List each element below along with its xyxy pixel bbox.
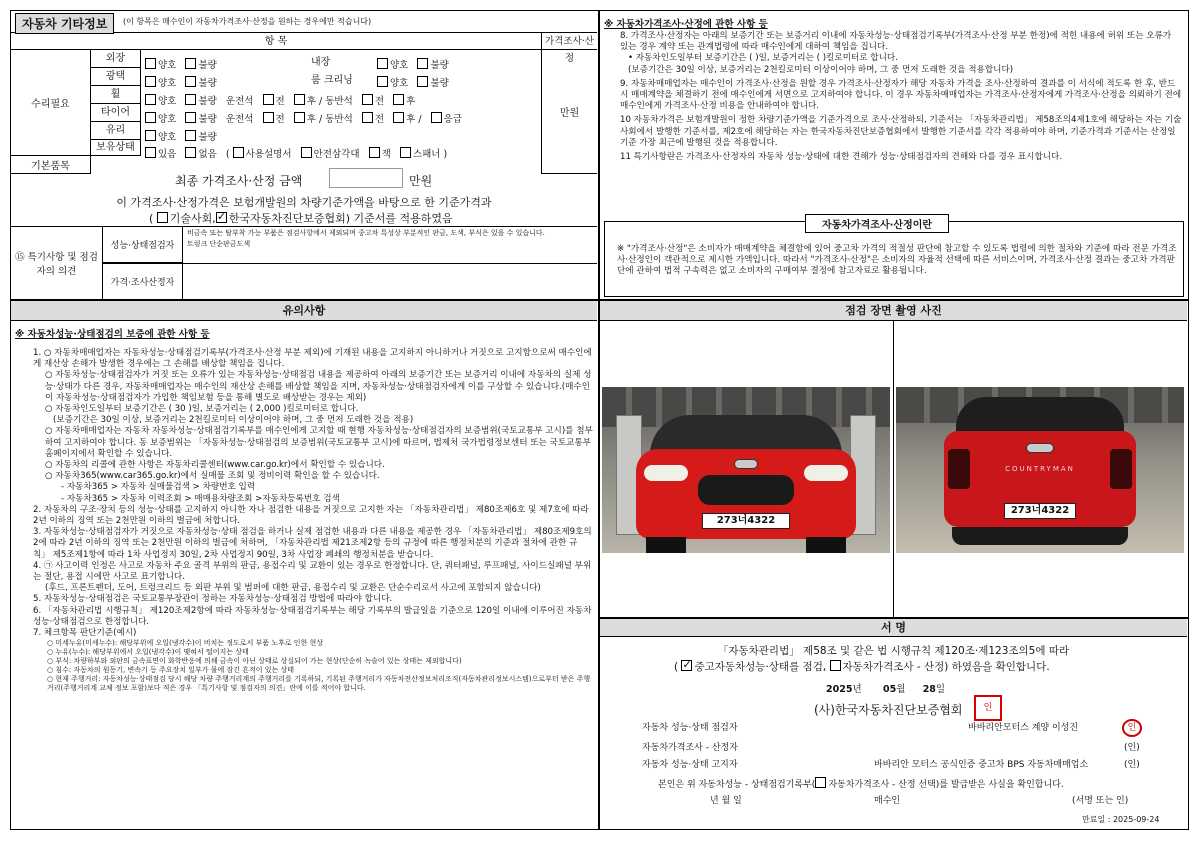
wheel-passenger-front-checkbox[interactable] (362, 94, 373, 105)
price-surveyor-seal: (인) (1124, 743, 1140, 753)
spanner-checkbox[interactable] (400, 147, 411, 158)
notifier-row-value: 바바리안 모터스 공식인증 중고차 BPS 자동차매매업소 (874, 760, 1089, 770)
receipt-price-checkbox[interactable] (815, 777, 826, 788)
section-subtitle: (이 항목은 매수인이 자동차가격조사·산정을 원하는 경우에만 적습니다) (123, 17, 372, 26)
signature-date: 2025년 05월 28일 (826, 684, 946, 695)
exterior-bad-checkbox[interactable] (185, 58, 196, 69)
price-notice-body: 8. 가격조사·산정자는 아래의 보증기간 또는 보증거리 이내에 자동차성능·상태점검기록부(가격조사·산정 부분 한정)에 적힌 내용에 허위 또는 오류가 있는 경우 계약 또는 관계법령에 따라 매수인에게 대하여 책임을 집니다. • 자동차인도일부터 보증기간은 ( )일, 보증거리는 ( )킬로미터로 합니다. (보증기간은 30일 이상, 보증거리는 2천킬로미터 이상이어야 하며, 그 중 먼저 도래한 것을 적용합니다) 9. 자동차매매업자는 매수인이 가격조사·산정을 원할 경우 가격조사·산정자가 해당 자동차 가격을 조사·산정하여 결과를 이 서식에 적도록 한 후, 반드시 매매계약을 체결하기 전에 매수인에게 서면으로 고지하여야 합니다. 이 경우 자동차매매업자는 가격조사·산정자에게 가격조사·산정을 의뢰하기 전에 매수인에게 가격조사·산정 비용을 안내하여야 합니다. 10 자동차가격은 보험개발원이 정한 차량기준가액을 기준가격으로 조사·산정하되, 기준서는 「자동차관리법」 제58조의4제1호에 해당하는 자는 기술사회에서 발행한 기준서를, 제2호에 해당하는 자는 한국자동차진단보증협회에서 발행한 기준서를 각각 적용하여야 하며, 기준가격과 기준서는 산정일 기준 가장 최근에 발행된 것을 적용합니다. 11 특기사항란은 가격조사·산정자의 자동차 성능·상태에 대한 견해가 성능·상태점검자의 견해와 다를 경우 표시합니다. (620, 31, 1182, 163)
glass-good-checkbox[interactable] (145, 130, 156, 141)
row-glass: 유리 (91, 122, 141, 140)
notifier-row-label: 자동차 성능·상태 고지자 (642, 760, 738, 770)
tire-driver-front-checkbox[interactable] (263, 112, 274, 123)
rear-plate: 273너4322 (1004, 503, 1076, 519)
tire-passenger-rear-checkbox[interactable] (393, 112, 404, 123)
basis-line2: ( 기술사회,✓ 한국자동차진단보증협회) 기준서를 적용하였음 (149, 210, 453, 226)
inspector-text: 비금속 또는 탈부착 가능 부품은 점검사항에서 제외되며 중고차 특성상 부분적인 판금, 도색, 부식은 있을 수 있습니다. 트렁크 단순판금도색 (187, 229, 545, 248)
photos-title: 점검 장면 촬영 사진 (600, 301, 1187, 321)
caution-body: 1. ○ 자동차매매업자는 자동차성능·상태점검기록부(가격조사·산정 부분 제외)에 기재된 내용을 고지하지 아니하거나 거짓으로 고지함으로써 매수인에게 재산상 손해가 발생한 경우에는 그 손해를 배상할 책임을 집니다. ○ 자동차성능·상태점검자가 거짓 또는 오류가 있는 자동차성능·상태점검 내용을 제공하여 아래의 보증기간 또는 보증거리 이내에 자동차의 실제 성능·상태가 다른 경우, 자동차매매업자는 매수인의 재산상 손해를 배상할 책임을 지며, 자동차성능·상태점검자에게 이를 구상할 수 있습니다.(매수인이 자동차성능·상태점검자가 가입한 책임보험 등을 통해 별도로 배상받는 경우는 제외) ○ 자동차인도일부터 보증기간은 ( 30 )일, 보증거리는 ( 2,000 )킬로미터로 합니다. (보증기간은 30일 이상, 보증거리는 2천킬로미터 이상이어야 하며, 그 중 먼저 도래한 것을 적용) ○ 자동차매매업자는 자동차 자동차성능·상태점검기록부를 매수인에게 고지할 때 현행 자동차성능·상태점검자의 보증범위(국토교통부 고시)를 첨부하여 고지하여야 합니다. 동 보증범위는 「자동차성능·상태점검의 보증범위(국토교통부 고시)에 따르며, 법제처 국가법령정보센터 또는 국토교통부 홈페이지에서 확인할 수 있습니다. ○ 자동차의 리콜에 관한 사항은 자동차리콜센터(www.car.go.kr)에서 확인할 수 있습니다. ○ 자동차365(www.car365.go.kr)에서 실매물 조회 및 정비이력 확인을 할 수 있습니다. - 자동차365 > 자동차 실매물검색 > 차량번호 입력 - 자동차365 > 자동차 이력조회 > 매매용차량조회 >자동차등록번호 검색 2. 자동차의 구조·장치 등의 성능·상태를 고지하지 아니한 자나 점검한 내용을 거짓으로 고지한 자는 「자동차관리법」 제80조제6호 및 제7호에 따라 2년 이하의 징역 또는 2천만원 이하의 벌금에 처합니다. 3. 자동차성능·상태점검자가 거짓으로 자동차성능·상태 점검을 하거나 실제 점검한 내용과 다른 내용을 제공한 경우 「자동차관리법」 제80조제9호의2에 따라 2년 이하의 징역 또는 2천만원 이하의 벌금에 처하며, 「자동차관리법 제21조제2항 등의 규정에 따른 행정처분의 기준과 절차에 관한 규칙」 제5조제1항에 따라 1차 사업정지 30일, 2차 사업정지 90일, 3차 사업장 폐쇄의 행정처분을 받습니다. 4. ㉠ 사고이력 인정은 사고로 자동차 주요 골격 부위의 판금, 용접수리 및 교환이 있는 경우로 한정합니다. 단, 쿼터패널, 루프패널, 사이드실패널 부위는 절단, 용접 시에만 사고로 표기합니다. (후드, 프론트펜더, 도어, 트렁크리드 등 외판 부위 및 범퍼에 대한 판금, 용접수리 및 교환은 단순수리로서 사고에 포함되지 않습니다) 5. 자동차성능·상태점검은 국토교통부장관이 정하는 자동차성능·상태점검 방법에 따라야 합니다. 6. 「자동차관리법 시행규칙」 제120조제2항에 따라 자동차성능·상태점검기록부는 해당 기록부의 발급일을 기준으로 120일 이내에 이루어진 자동차 성능·상태점검으로 한정합니다. 7. 체크항목 판단기준(예시) ○ 미세누유(미세누수): 해당부위에 오일(냉각수)이 비치는 정도로서 부품 노후로 인한 현상 ○ 누유(누수): 해당부위에서 오일(냉각수)이 맺혀서 떨어지는 상태 ○ 부식: 차량하부와 외판의 금속표면이 화학반응에 의해 금속이 아닌 상태로 상실되어 가는 현상(단순히 녹슬어 있는 상태는 제외합니다) ○ 침수: 자동차의 원동기, 변속기 등 주요장치 일부가 물에 잠긴 흔적이 있는 상태 ○ 현재 주행거리: 자동차성능·상태점검 당시 해당 차량 주행거리계의 주행거리를 기록하되, 기록된 주행거리가 자동차전산정보처리조직(자동차관리정보시스템)으로부터 받은 주행거리(주행거리계 교체 정보 포함)보다 적은 경우 「특기사항 및 점검자의 의견」란에 이를 적어야 합니다. (33, 348, 593, 693)
signature-org: (사)한국자동차진단보증협회 (814, 703, 963, 717)
wheel-driver-rear-checkbox[interactable] (294, 94, 305, 105)
expiry-date: 만료일 : 2025-09-24 (1082, 815, 1160, 824)
photos-panel (599, 300, 1189, 618)
caution-panel (10, 300, 599, 830)
possession-options: 있음 없음 ( 사용설명서 안전삼각대 잭 스패너 ) (145, 142, 451, 161)
gloss-good-checkbox[interactable] (145, 76, 156, 87)
tire-driver-rear-checkbox[interactable] (294, 112, 305, 123)
col-price-header: 가격조사·산정 (541, 33, 597, 50)
glass-options: 양호 불량 (145, 125, 221, 144)
tire-emergency-checkbox[interactable] (431, 112, 442, 123)
repair-group-label: 수리필요 (11, 50, 91, 156)
row-gloss: 광택 (91, 68, 141, 86)
exterior-options: 양호 불량 (145, 53, 221, 72)
wheel-bad-checkbox[interactable] (185, 94, 196, 105)
price-notice-heading: ※ 자동차가격조사·산정에 관한 사항 등 (604, 19, 768, 30)
gloss-options: 양호 불량 (145, 71, 221, 90)
price-notice-panel (599, 10, 1189, 300)
jack-checkbox[interactable] (369, 147, 380, 158)
final-price-label: 최종 가격조사·산정 금액 (175, 174, 303, 188)
inspector-row-label: 자동차 성능·상태 점검자 (642, 723, 738, 733)
possession-yes-checkbox[interactable] (145, 147, 156, 158)
wheel-good-checkbox[interactable] (145, 94, 156, 105)
signature-line1: 「자동차관리법」 제58조 및 같은 법 시행규칙 제120조·제123조의5에 따라 (717, 645, 1070, 657)
exterior-good-checkbox[interactable] (145, 58, 156, 69)
wheel-passenger-rear-checkbox[interactable] (393, 94, 404, 105)
caution-heading: ※ 자동차성능·상태점검의 보증에 관한 사항 등 (15, 329, 210, 340)
inspector-row-value: 바바리안모터스 계양 이성진 (968, 723, 1079, 733)
front-plate: 273너4322 (702, 513, 790, 529)
signature-line2: ( ✓ 중고자동차성능·상태를 점검, 자동차가격조사 - 산정) 하였음을 확인합니다. (674, 659, 1050, 674)
section-title: 자동차 기타정보 (15, 13, 114, 34)
notifier-seal: (인) (1124, 760, 1140, 770)
rear-brand: COUNTRYMAN (1005, 465, 1075, 473)
price-man-won: 만원 (541, 50, 597, 174)
price-inspector-label: 가격·조사산정자 (103, 263, 183, 299)
price-definition-box (604, 221, 1184, 297)
row-interior: 내장 (311, 57, 331, 68)
inspector-seal: 인 (1122, 719, 1142, 737)
triangle-checkbox[interactable] (301, 147, 312, 158)
tire-good-checkbox[interactable] (145, 112, 156, 123)
row-tire: 타이어 (91, 104, 141, 122)
kaa-checkbox[interactable] (216, 212, 227, 223)
row-wheel: 휠 (91, 86, 141, 104)
price-surveyor-row-label: 자동차가격조사 - 산정자 (642, 743, 738, 753)
basic-group-label: 기본품목 (11, 156, 91, 174)
price-definition-text: ※ "가격조사·산정"은 소비자가 매매계약을 체결함에 있어 중고차 가격의 적절성 판단에 참고할 수 있도록 법령에 의한 절차와 기준에 따라 전문 가격조사·산정인이 객관적으로 제시한 가액입니다. 따라서 "가격조사·산정"은 소비자의 자율적 선택에 따른 서비스이며, 가격조사·산정 결과는 중고차 가격판단에 관하여 법적 구속력은 없고 소비자의 구매여부 결정에 참고자료로 활용됩니다. (617, 244, 1177, 277)
final-price-unit: 만원 (409, 174, 433, 188)
row-possession: 보유상태 (91, 140, 141, 156)
rear-photo (896, 387, 1184, 553)
final-price-input[interactable] (329, 168, 403, 188)
basis-line1: 이 가격조사·산정가격은 보험개발원의 차량기준가액을 바탕으로 한 기준가격과 (116, 196, 492, 209)
signature-panel (599, 618, 1189, 830)
buyer-label: 매수인 (874, 796, 901, 806)
wheel-driver-front-checkbox[interactable] (263, 94, 274, 105)
col-item-header: 항 목 (11, 33, 541, 50)
room-cleaning-good-checkbox[interactable] (377, 76, 388, 87)
inspector-label: 성능·상태점검자 (103, 226, 183, 263)
tire-bad-checkbox[interactable] (185, 112, 196, 123)
gloss-bad-checkbox[interactable] (185, 76, 196, 87)
glass-bad-checkbox[interactable] (185, 130, 196, 141)
room-cleaning-options: 양호 불량 (377, 71, 453, 90)
buyer-sign-label: (서명 또는 인) (1072, 796, 1129, 806)
possession-no-checkbox[interactable] (185, 147, 196, 158)
special-notes-label: ⑮ 특기사항 및 점검자의 의견 (11, 226, 103, 299)
signature-title: 서 명 (600, 619, 1187, 637)
front-photo (602, 387, 890, 553)
price-survey-checkbox[interactable] (830, 660, 841, 671)
room-cleaning-bad-checkbox[interactable] (417, 76, 428, 87)
other-info-panel (10, 10, 599, 300)
org-seal: 인 (974, 695, 1002, 721)
row-room-cleaning: 룸 크리닝 (311, 75, 353, 86)
tire-passenger-front-checkbox[interactable] (362, 112, 373, 123)
price-definition-title: 자동차가격조사·산정이란 (805, 214, 949, 233)
row-exterior: 외장 (91, 50, 141, 68)
performance-check-checkbox[interactable] (681, 660, 692, 671)
interior-options: 양호 불량 (377, 53, 453, 72)
tech-society-checkbox[interactable] (157, 212, 168, 223)
interior-good-checkbox[interactable] (377, 58, 388, 69)
tire-options: 양호 불량 운전석 전 후 / 동반석 전 후 / 응급 (145, 107, 466, 126)
manual-checkbox[interactable] (233, 147, 244, 158)
receipt-line: 본인은 위 자동차성능 - 상태점검기록부( 자동차가격조사 - 산정 선택)를 발급받은 사실을 확인합니다. (658, 777, 1064, 791)
receipt-date-line: 년 월 일 (710, 796, 742, 806)
interior-bad-checkbox[interactable] (417, 58, 428, 69)
wheel-options: 양호 불량 운전석 전 후 / 동반석 전 후 (145, 89, 419, 108)
caution-title: 유의사항 (11, 301, 597, 321)
